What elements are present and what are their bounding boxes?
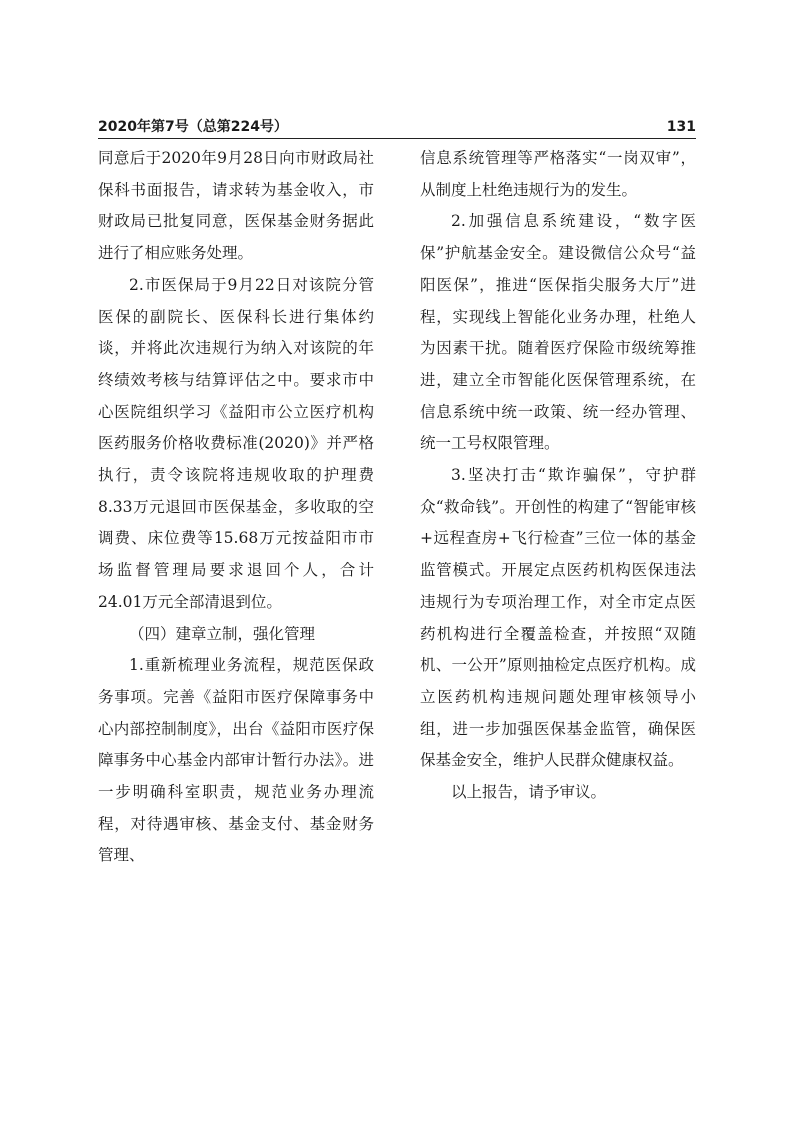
paragraph: 2.加强信息系统建设，“数字医保”护航基金安全。建设微信公众号“益阳医保”，推进“医保指尖服务大厅”进程，实现线上智能化业务办理，杜绝人为因素干扰。随着医疗保险市级统筹推进，建立全市智能化医保管理系统，在信息系统中统一政策、统一经办管理、统一工号权限管理。 (420, 212, 696, 453)
paragraph: 3.坚决打击“欺诈骗保”，守护群众“救命钱”。开创性的构建了“智能审核+远程查房+飞行检查”三位一体的基金监管模式。开展定点医药机构医保违法违规行为专项治理工作，对全市定点医药机构进行全覆盖检查，并按照“双随机、一公开”原则抽检定点医疗机构。成立医药机构违规问题处理审核领导小组，进一步加强医保基金监管，确保医保基金安全，维护人民群众健康权益。 (420, 466, 696, 770)
section-heading: （四）建章立制，强化管理 (129, 624, 316, 643)
paragraph: 2.市医保局于9月22日对该院分管医保的副院长、医保科长进行集体约谈，并将此次违规行为纳入对该院的年终绩效考核与结算评估之中。要求市中心医院组织学习《益阳市公立医疗机构医药服务价格收费标准(2020)》并严格执行，责令该院将违规收取的护理费8.33万元退回市医保基金，多收取的空调费、床位费等15.68万元按益阳市市场监督管理局要求退回个人，合计24.01万元全部清退到位。 (98, 275, 374, 611)
page-number: 131 (666, 119, 696, 135)
page-header (98, 118, 696, 138)
paragraph: 信息系统管理等严格落实“一岗双审”，从制度上杜绝违规行为的发生。 (420, 149, 696, 199)
paragraph: 同意后于2020年9月28日向市财政局社保科书面报告，请求转为基金收入，市财政局已批复同意，医保基金财务据此进行了相应账务处理。 (98, 149, 374, 263)
paragraph: 1.重新梳理业务流程，规范医保政务事项。完善《益阳市医疗保障事务中心内部控制制度》，出台《益阳市医疗保障事务中心基金内部审计暂行办法》。进一步明确科室职责，规范业务办理流程，对待遇审核、基金支付、基金财务管理、 (98, 656, 374, 865)
closing-line: 以上报告，请予审议。 (451, 783, 607, 802)
issue-label: 2020年第7号（总第224号） (98, 119, 288, 135)
right-column (420, 143, 696, 809)
header-rule (98, 138, 696, 139)
left-column (98, 143, 374, 872)
